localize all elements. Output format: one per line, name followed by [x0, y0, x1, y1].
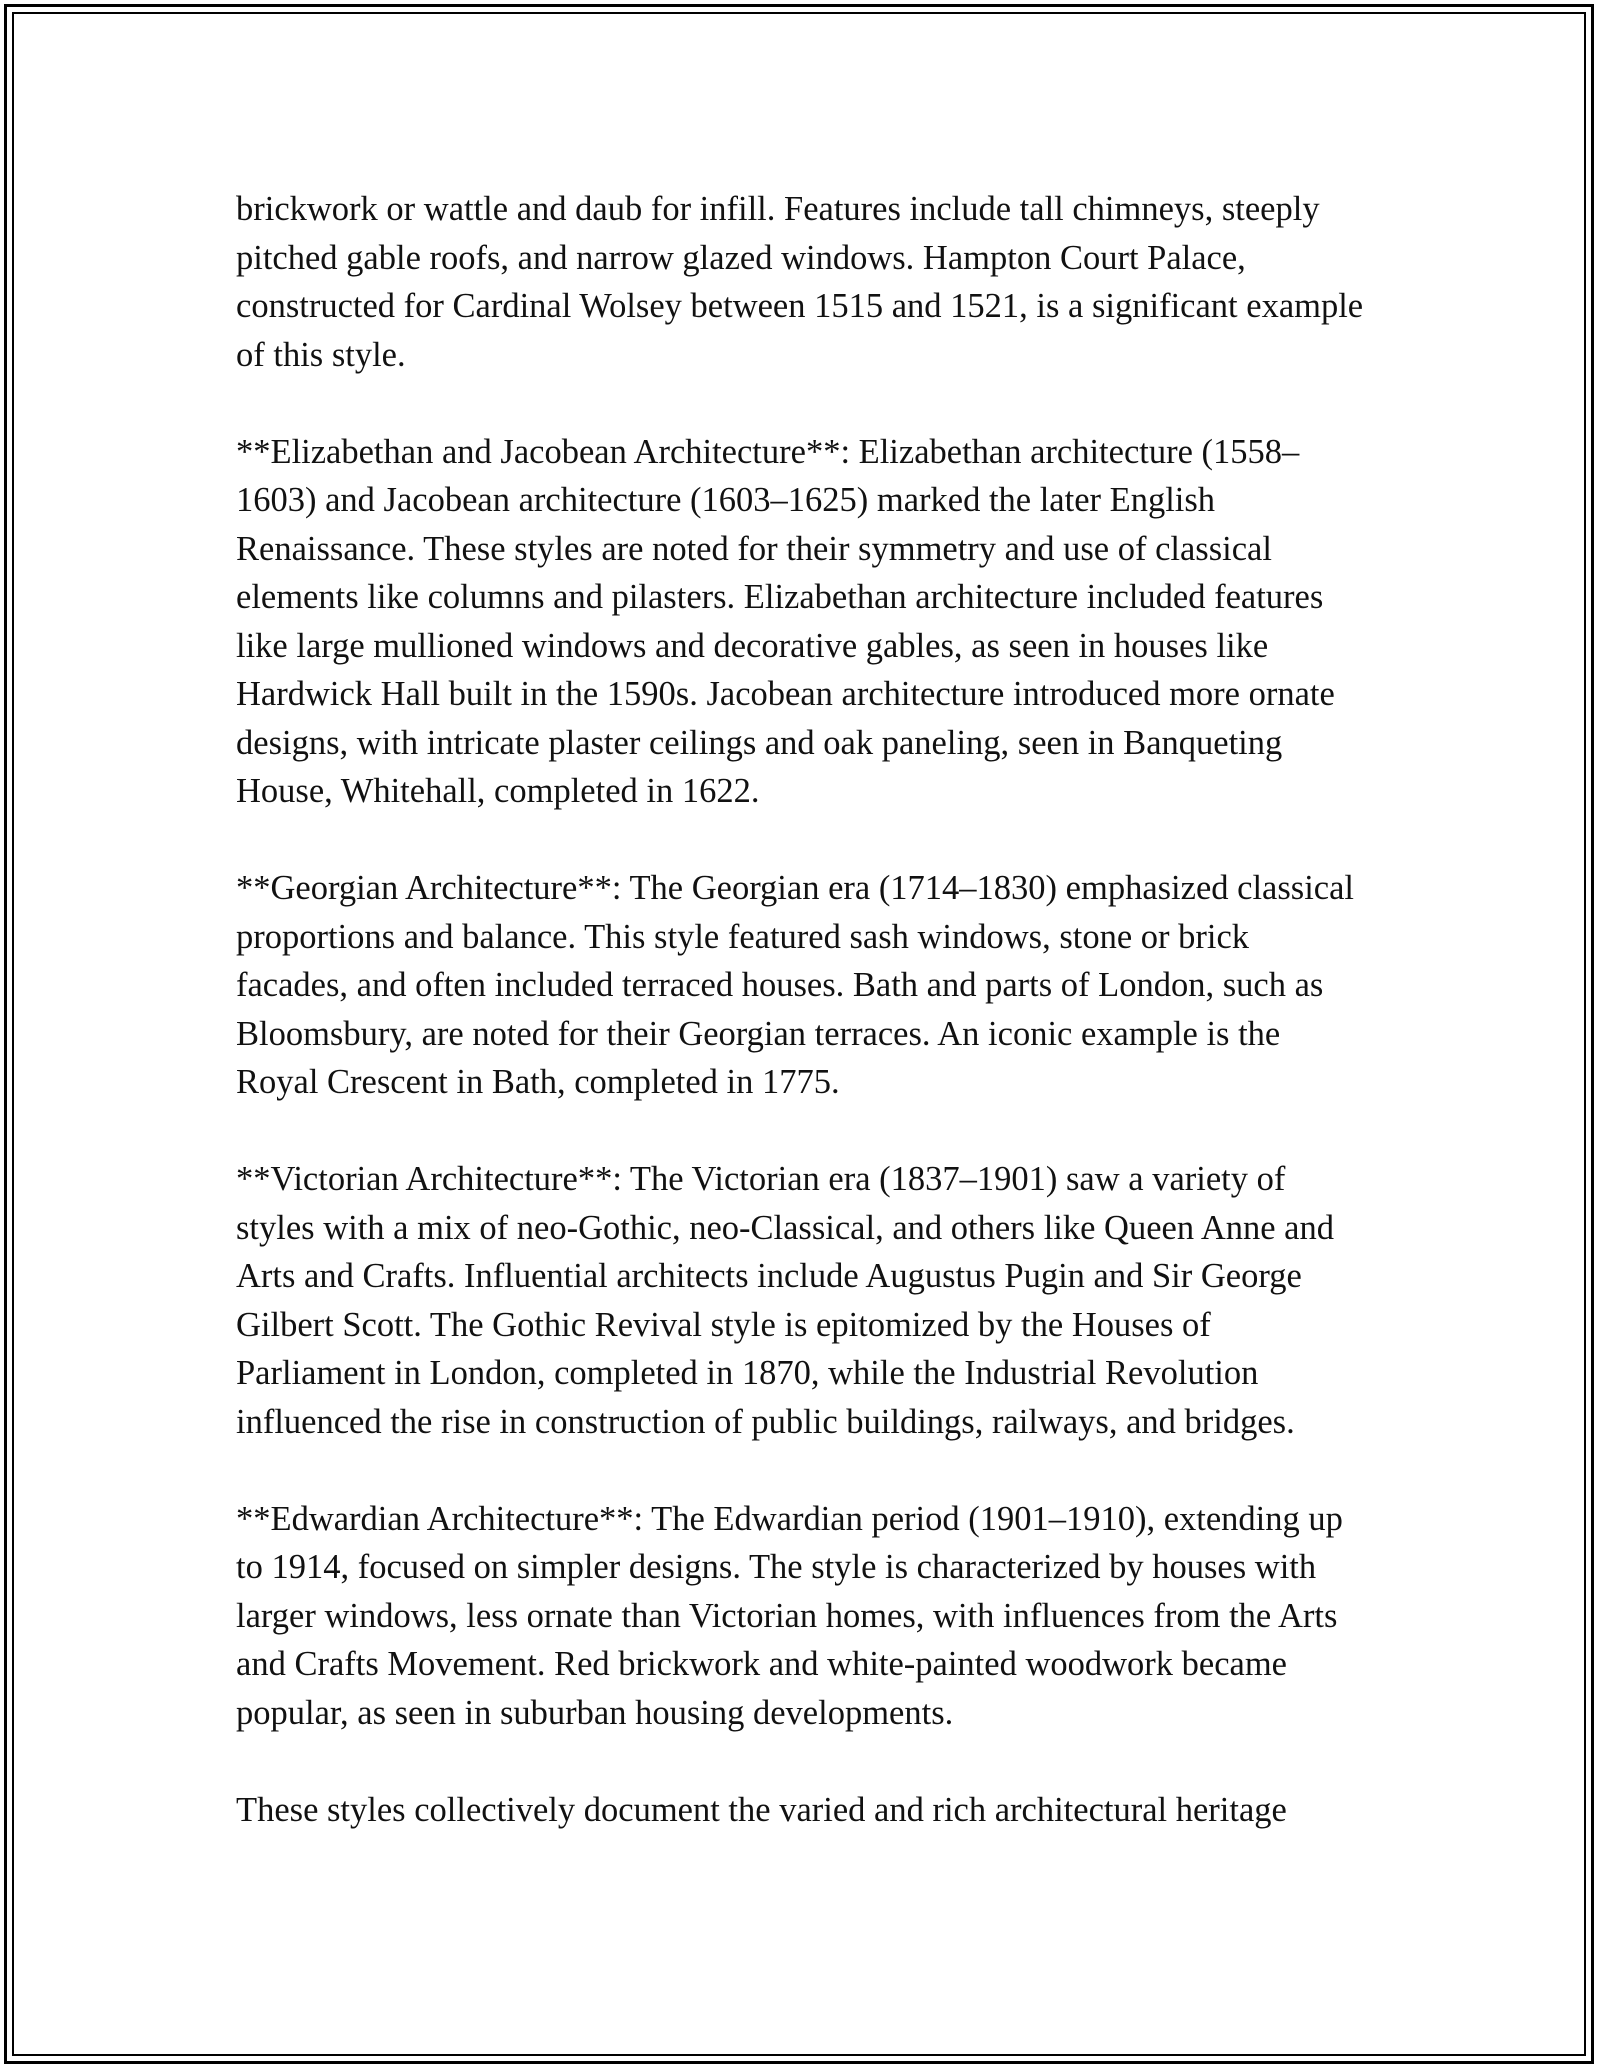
paragraph-georgian: **Georgian Architecture**: The Georgian era (1714–1830) emphasized classical proportions and balance. This style featured sash windows, stone or brick facades, and often included terraced houses. Bath and parts of London, such as Bloomsbury, are noted for their Georgian terraces. An iconic example is the Royal Crescent in Bath, completed in 1775. — [236, 869, 1354, 1101]
paragraph-victorian: **Victorian Architecture**: The Victorian era (1837–1901) saw a variety of styles with a mix of neo-Gothic, neo-Classical, and others like Queen Anne and Arts and Crafts. Influential architects include Augustus Pugin and Sir George Gilbert Scott. The Gothic Revival style is epitomized by the Houses of Parliament in London, completed in 1870, while the Industrial Revolution influenced the rise in construction of public buildings, railways, and bridges. — [236, 1160, 1334, 1441]
document-body — [236, 185, 1366, 1834]
paragraph-conclusion: These styles collectively document the varied and rich architectural heritage — [236, 1790, 1287, 1829]
paragraph-edwardian: **Edwardian Architecture**: The Edwardian period (1901–1910), extending up to 1914, focused on simpler designs. The style is characterized by houses with larger windows, less ornate than Victorian homes, with influences from the Arts and Crafts Movement. Red brickwork and white-painted woodwork became popular, as seen in suburban housing developments. — [236, 1499, 1343, 1732]
paragraph-elizabethan-jacobean: **Elizabethan and Jacobean Architecture**: Elizabethan architecture (1558–1603) and Jacobean architecture (1603–1625) marked the later English Renaissance. These styles are noted for their symmetry and use of classical elements like columns and pilasters. Elizabethan architecture included features like large mullioned windows and decorative gables, as seen in houses like Hardwick Hall built in the 1590s. Jacobean architecture introduced more ornate designs, with intricate plaster ceilings and oak paneling, seen in Banqueting House, Whitehall, completed in 1622. — [236, 432, 1335, 810]
paragraph-tudor-continued: brickwork or wattle and daub for infill. Features include tall chimneys, steeply pitched gable roofs, and narrow glazed windows. Hampton Court Palace, constructed for Cardinal Wolsey between 1515 and 1521, is a significant example of this style. — [236, 190, 1364, 374]
